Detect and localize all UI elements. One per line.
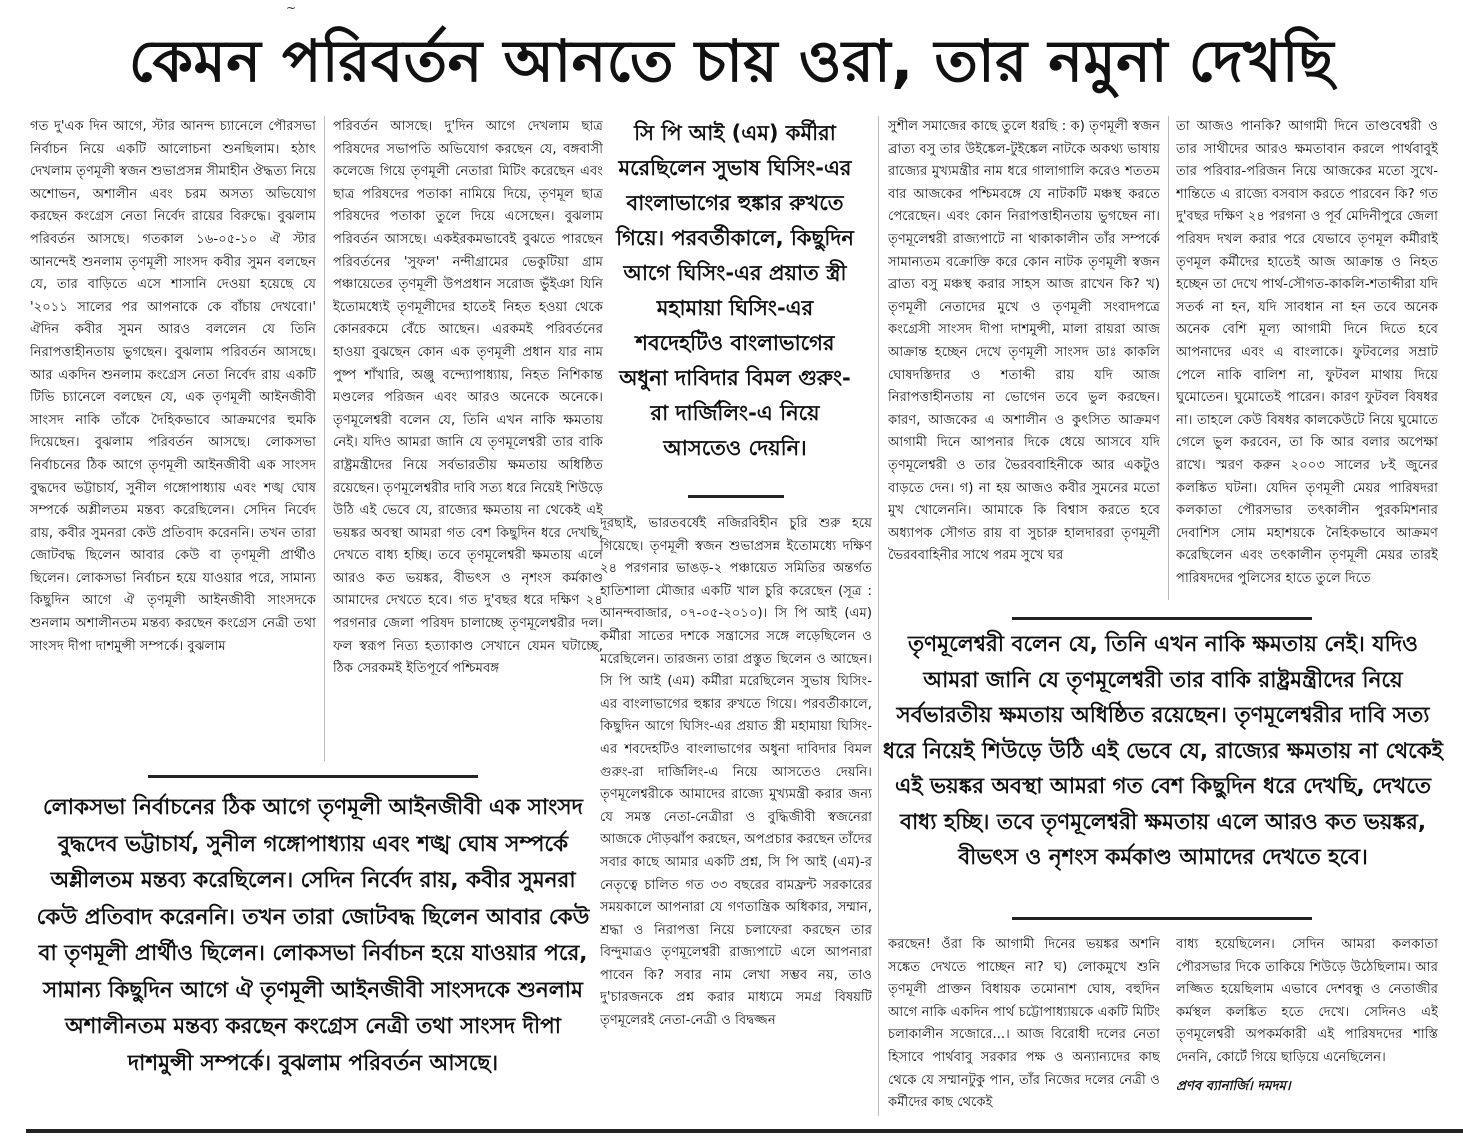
column-separator (878, 116, 879, 1116)
column-5-text: তা আজও পানকি? আগামী দিনে তাণ্ডবেশ্বরী ও তার সাথীদের আরও ক্ষমতাবান করলে পার্থবাবুই তার পরিবার-পরিজন নিয়ে আজকের মতো সুখে-শান্তিতে এ রাজ্যে বসবাস করতে পারবেন কি? গত দু'বছর দক্ষিণ ২৪ পরগনা ও পূর্ব মেদিনীপুরে জেলা পরিষদ দখল করার পরে যেভাবে তৃণমূল কর্মীরাই তৃণমূল কর্মীদের হাতেই আজ আক্রান্ত ও নিহত হচ্ছেন তা দেখে পার্থ-সৌগত-কাকলি-শতাব্দীরা যদি সতর্ক না হন, যদি সাবধান না হন তবে অনেক অনেক বেশি মূল্য আগামী দিনে দিতে হবে আপনাদের এবং এ বাংলাকে। ফুটবলের সম্রাট পেলে নাকি বালিশ না, ফুটবল মাথায় দিয়ে ঘুমোতেন। ঘুমোতেই পারেন। কারণ ফুটবল বিষধর না। তাহলে কেউ বিষধর কালকেউটে নিয়ে ঘুমোতে গেলে ভুল করবেন, তা কি আর বলার অপেক্ষা রাখে। স্মরণ করুন ২০০৩ সালের ৮ই জুনের কলঙ্কিত ঘটনা। যেদিন তৃণমূলী মেয়র পারিষদরা কলকাতা পৌরসভার তৎকালীন পুরকমিশনার দেবাশিস সোম মহাশয়কে নৈহিকভাবে আক্রমণ করেছিলেন এবং তৎকালীন তৃণমূলী মেয়র তারই পারিষদদের পুলিসের হাতে তুলে দিতে (1176, 119, 1438, 586)
article-column-5 (1176, 116, 1438, 600)
column-4-bottom-text: করছেন! ওঁরা কি আগামী দিনের ভয়ঙ্কর অশনি সঙ্কেত দেখতে পাচ্ছেন না? ঘ) লোকমুখে শুনি তৃণমূলী প্রাক্তন বিধায়ক তমোনাশ ঘোষ, বহুদিন আগে নাকি একদিন পার্থ চট্টোপাধ্যায়কে একটি মিটিং চলাকালীন সজোরে...। আজ বিরোধী দলের নেতা হিসাবে পার্থবাবু সরকার পক্ষ ও অন্যান্যদের কাছ থেকে যে সম্মানটুকু পান, তাঁর নিজের দলের নেত্রী ও কর্মীদের কাছ থেকেই (888, 937, 1160, 1111)
column-3-text: দূরছাই, ভারতবর্ষেই নজিরবিহীন চুরি শুরু হয়ে গিয়েছে। তৃণমূলী স্বজন শুভাপ্রসন্ন ইতোমধ্যে দক্ষিণ ২৪ পরগনার ভাঙড়-২ পঞ্চায়েত সমিতির অন্তর্গত হাতিশালা মৌজার একটি খাল চুরি করেছেন (সূত্র : আনন্দবাজার, ০৭-০৫-২০১০)। সি পি আই (এম) কর্মীরা সাতের দশকে সন্ত্রাসের সঙ্গে লড়েছিলেন ও মরেছিলেন। তারজন্য তারা প্রস্তুত ছিলেন ও আছেন। সি পি আই (এম) কর্মীরা মরেছিলেন সুভাষ ঘিসিং-এর বাংলাভাগের হুঙ্কার রুখতে গিয়ে। পরবর্তীকালে, কিছুদিন আগে ঘিসিং-এর প্রয়াত স্ত্রী মহামায়া ঘিসিং-এর শবদেহটিও বাংলাভাগের অধুনা দাবিদার বিমল গুরুং-রা দার্জিলিং-এ নিয়ে আসতেও দেয়নি। তৃণমূলেশ্বরীকে আমাদের রাজ্যে মুখ্যমন্ত্রী করার জন্য যে সমস্ত নেতা-নেত্রীরা ও বুদ্ধিজীবী স্বজনেরা আজকে দৌড়ঝাঁপ করছেন, অপপ্রচার করছেন তাঁদের সবার কাছে আমার একটি প্রশ্ন, সি পি আই (এম)-র নেতৃত্বে চালিত গত ৩৩ বছরের বামফ্রন্ট সরকারের সময়কালে আপনারা যে গণতান্ত্রিক অধিকার, সম্মান, শ্রদ্ধা ও নিরাপত্তা নিয়ে চলাফেরা করছেন তার বিন্দুমাত্রও তৃণমূলেশ্বরী রাজ্যপাটে এলে আপনারা পাবেন কি? সবার নাম লেখা সম্ভব নয়, তাও দু'চারজনকে প্রশ্ন করার মাধ্যমে সমগ্র বিষয়টি তৃণমূলেরই নেতা-নেত্রী ও বিদ্বজ্জন (600, 516, 872, 1029)
pull-quote-column-3-text: সি পি আই (এম) কর্মীরা মরেছিলেন সুভাষ ঘিসিং-এর বাংলাভাগের হুঙ্কার রুখতে গিয়ে। পরবর্তীকালে, কিছুদিন আগে ঘিসিং-এর প্রয়াত স্ত্রী মহামায়া ঘিসিং-এর শবদেহটিও বাংলাভাগের অধুনা দাবিদার বিমল গুরুং-রা দার্জিলিং-এ নিয়ে আসতেও দেয়নি। (616, 121, 854, 460)
article-column-1 (30, 116, 316, 761)
pull-quote-right (880, 627, 1446, 912)
article-column-4 (888, 116, 1160, 600)
article-column-5-bottom (1176, 934, 1438, 1122)
pull-quote-left (30, 790, 596, 1120)
article-column-4-bottom (888, 934, 1160, 1122)
pull-quote-right-text: তৃণমূলেশ্বরী বলেন যে, তিনি এখন নাকি ক্ষমতায় নেই। যদিও আমরা জানি যে তৃণমূলেশ্বরী তার বাকি রাষ্ট্রমন্ত্রীদের নিয়ে সর্বভারতীয় ক্ষমতায় অধিষ্ঠিত রয়েছেন। তৃণমূলেশ্বরীর দাবি সত্য ধরে নিয়েই শিউড়ে উঠি এই ভেবে যে, রাজ্যের ক্ষমতায় না থেকেই এই ভয়ঙ্কর অবস্থা আমরা গত বেশ কিছুদিন ধরে দেখছি, দেখতে বাধ্য হচ্ছি। তবে তৃণমূলেশ্বরী ক্ষমতায় এলে আরও কত ভয়ঙ্কর, বীভৎস ও নৃশংস কর্মকাণ্ড আমাদের দেখতে হবে। (883, 632, 1443, 870)
pull-quote-column-3-underline (688, 495, 784, 498)
page-bottom-rule (26, 1129, 1463, 1133)
pull-quote-column-3 (612, 116, 858, 488)
column-5-bottom-text: বাধ্য হয়েছিলেন। সেদিন আমরা কলকাতা পৌরসভার দিকে তাকিয়ে শিউড়ে উঠেছিলাম। আর লজ্জিত হয়েছিলাম এভাবে দেশবন্ধু ও নেতাজীর কর্মস্থল কলঙ্কিত হতে দেখে। সেদিনও এই তৃণমূলেশ্বরী অপকর্মকারী এই পারিষদদের শাস্তি দেননি, কোর্টে গিয়ে ছাড়িয়ে এনেছিলেন। (1176, 937, 1438, 1065)
page-headline: কেমন পরিবর্তন আনতে চায় ওরা, তার নমুনা দেখছি (128, 27, 1335, 95)
column-1-text: গত দু'এক দিন আগে, স্টার আনন্দ চ্যানেলে পৌরসভা নির্বাচন নিয়ে একটি আলোচনা শুনছিলাম। হঠাৎ দেখলাম তৃণমূলী স্বজন শুভাপ্রসন্ন সীমাহীন ঔদ্ধত্য নিয়ে অশোভন, অশালীন এবং চরম অসত্য অভিযোগ করছেন কংগ্রেস নেতা নির্বেদ রায়ের বিরুদ্ধে। বুঝলাম পরিবর্তন আসছে। গতকাল ১৬-০৫-১০ ঐ স্টার আনন্দেই শুনলাম তৃণমূলী সাংসদ কবীর সুমন বলছেন যে, তার বাড়িতে এসে শাসানি দেওয়া হয়েছে যে '২০১১ সালের পর আপনাকে কে বাঁচায় দেখবো।' ঐদিন কবীর সুমন আরও বললেন যে তিনি নিরাপত্তাহীনতায় ভুগছেন। বুঝলাম পরিবর্তন আসছে। আর একদিন শুনলাম কংগ্রেস নেতা নির্বেদ রায় একটি টিভি চ্যানেলে বলছেন যে, এক তৃণমূলী আইনজীবী সাংসদ নাকি তাঁকে দৈহিকভাবে আক্রমণের হুমকি দিয়েছেন। বুঝলাম পরিবর্তন আসছে। লোকসভা নির্বাচনের ঠিক আগে তৃণমূলী আইনজীবী এক সাংসদ বুদ্ধদেব ভট্টাচার্য, সুনীল গঙ্গোপাধ্যায় এবং শঙ্খ ঘোষ সম্পর্কে অশ্লীলতম মন্তব্য করেছিলেন। সেদিন নির্বেদ রায়, কবীর সুমনরা কেউ প্রতিবাদ করেননি। তখন তারা জোটবদ্ধ ছিলেন আবার কেউ বা তৃণমূলী প্রার্থীও ছিলেন। লোকসভা নির্বাচন হয়ে যাওয়ার পরে, সামান্য কিছুদিন আগে ঐ তৃণমূলী আইনজীবী সাংসদকে শুনলাম অশালীনতম মন্তব্য করছেন কংগ্রেস নেত্রী তথা সাংসদ দীপা দাশমুন্সী সম্পর্কে। বুঝলাম (30, 119, 316, 654)
column-separator (324, 116, 325, 761)
pull-quote-left-text: লোকসভা নির্বাচনের ঠিক আগে তৃণমূলী আইনজীবী এক সাংসদ বুদ্ধদেব ভট্টাচার্য, সুনীল গঙ্গোপাধ্যায় এবং শঙ্খ ঘোষ সম্পর্কে অশ্লীলতম মন্তব্য করেছিলেন। সেদিন নির্বেদ রায়, কবীর সুমনরা কেউ প্রতিবাদ করেননি। তখন তারা জোটবদ্ধ ছিলেন আবার কেউ বা তৃণমূলী প্রার্থীও ছিলেন। লোকসভা নির্বাচন হয়ে যাওয়ার পরে, সামান্য কিছুদিন আগে ঐ তৃণমূলী আইনজীবী সাংসদকে শুনলাম অশালীনতম মন্তব্য করছেন কংগ্রেস নেত্রী তথা সাংসদ দীপা দাশমুন্সী সম্পর্কে। বুঝলাম পরিবর্তন আসছে। (36, 795, 590, 1076)
column-4-text: সুশীল সমাজের কাছে তুলে ধরছি : ক) তৃণমূলী স্বজন ব্রাত্য বসু তার উইঙ্কেল-টুইঙ্কেল নাটকে অকথ্য ভাষায় রাজ্যের মুখ্যমন্ত্রীর নাম ধরে গালাগালি করেও শততম বার আজকের পশ্চিমবঙ্গে যে নাটকটি মঞ্চস্থ করতে পেরেছেন। এবং কোন নিরাপত্তাহীনতায় ভুগছেন না। তৃণমূলেশ্বরী রাজ্যপাটে না থাকাকালীন তাঁর সম্পর্কে সামান্যতম বক্রোক্তি করে কোন নাটক তৃণমূলী স্বজন ব্রাত্য বসু মঞ্চস্থ করার সাহস আজ রাখেন কি? খ) তৃণমূলী নেতাদের মুখে ও তৃণমূলী সংবাদপত্রে কংগ্রেসী সাংসদ দীপা দাশমুন্সী, মালা রায়রা আজ আক্রান্ত হচ্ছেন দেখে তৃণমূলী সাংসদ ডাঃ কাকলি ঘোষদস্তিদার ও শতাব্দী রায় যদি আজ নিরাপত্তাহীনতায় না ভোগেন তবে ভুল করছেন। কারণ, আজকের এ অশালীন ও কুৎসিত আক্রমণ আগামী দিনে আপনার দিকে ধেয়ে আসবে যদি তৃণমূলেশ্বরী ও তার ভৈরববাহিনীকে আর একটুও বাড়তে দেন। গ) না হয় আজও কবীর সুমনের মতো মুখ খোলেননি। আমাকে কি বিশ্বাস করতে হবে অধ্যাপক সৌগত রায় বা সুচারু হালদাররা তৃণমূলী ভৈরববাহিনীর সাথে পরম সুখে ঘর (888, 119, 1160, 564)
article-column-3 (600, 513, 872, 1116)
column-separator (1168, 116, 1169, 600)
pull-quote-left-top-rule (148, 775, 478, 778)
pull-quote-right-bottom-rule (1012, 917, 1312, 920)
top-ornament: ~ (286, 1, 297, 15)
column-2-text: পরিবর্তন আসছে। দু'দিন আগে দেখলাম ছাত্র পরিষদের সভাপতি অভিযোগ করছেন যে, বঙ্গবাসী কলেজে গিয়ে তৃণমূলী নেতারা মিটিং করেছেন এবং ছাত্র পরিষদের পতাকা নামিয়ে দিয়ে, তৃণমূল ছাত্র পরিষদের পতাকা তুলে দিয়ে এসেছেন। বুঝলাম পরিবর্তন আসছে। একইরকমভাবেই বুঝতে পারছেন পরিবর্তনের 'সুফল' নন্দীগ্রামের ভেকুটিয়া গ্রাম পঞ্চায়েতের তৃণমূলী উপপ্রধান সরোজ ভুঁইঞা যিনি ইতোমধ্যেই তৃণমূলীদের হাতেই নিহত হওয়া থেকে কোনরকমে বেঁচে আছেন। এরকমই পরিবর্তনের হাওয়া বুঝছেন কোন এক তৃণমূলী প্রধান যার নাম পুষ্প শাঁখারি, অঞ্জু বন্দ্যোপাধ্যায়, নিহত নিশিকান্ত মণ্ডলের পরিজন এবং আরও অনেকে অনেকে। তৃণমূলেশ্বরী বলেন যে, তিনি এখন নাকি ক্ষমতায় নেই। যদিও আমরা জানি যে তৃণমূলেশ্বরী তার বাকি রাষ্ট্রমন্ত্রীদের নিয়ে সর্বভারতীয় ক্ষমতায় অধিষ্ঠিত রয়েছেন। তৃণমূলেশ্বরীর দাবি সত্য ধরে নিয়েই শিউড়ে উঠি এই ভেবে যে, রাজ্যের ক্ষমতায় না থেকেই এই ভয়ঙ্কর অবস্থা আমরা গত বেশ কিছুদিন ধরে দেখছি, দেখতে বাধ্য হচ্ছি। তবে তৃণমূলেশ্বরী ক্ষমতায় এলে আরও কত ভয়ঙ্কর, বীভৎস ও নৃশংস কর্মকাণ্ড আমাদের দেখতে হবে। গত দু'বছর ধরে দক্ষিণ ২৪ পরগনার জেলা পরিষদ চালাচ্ছে তৃণমূলেশ্বরীর দল। ফল স্বরূপ নিত্য হত্যাকাণ্ড সেখানে যেমন ঘটাচ্ছে, ঠিক সেরকমই ইতিপূর্বে পশ্চিমবঙ্গ (333, 119, 603, 677)
pull-quote-right-top-rule (1012, 617, 1312, 620)
article-column-2 (333, 116, 603, 761)
author-signature: প্রণব ব্যানার্জি। দমদম। (1176, 1078, 1291, 1094)
